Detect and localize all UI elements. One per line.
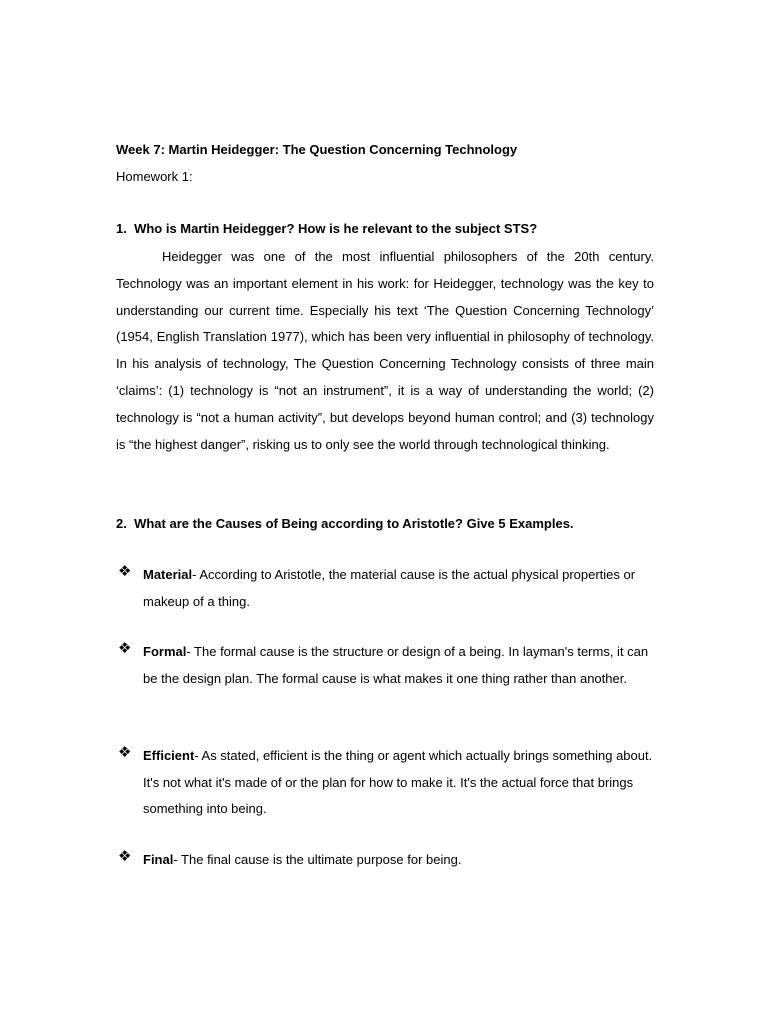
cause-description: - As stated, efficient is the thing or agent which actually brings something about. It's not what it's made of or the plan for how to make it. It's the actual force that brings something into being.	[143, 748, 653, 817]
homework-label: Homework 1:	[116, 169, 193, 184]
cause-term: Formal	[143, 644, 187, 659]
question-2-number: 2.	[116, 516, 127, 531]
diamond-bullet-icon: ❖	[118, 743, 132, 761]
cause-text	[143, 562, 658, 615]
question-1-answer	[116, 244, 654, 458]
question-1-heading	[116, 221, 537, 237]
question-1-text: Who is Martin Heidegger? How is he relevant to the subject STS?	[134, 221, 538, 236]
cause-description: - The formal cause is the structure or design of a being. In layman's terms, it can be the design plan. The formal cause is what makes it one thing rather than another.	[143, 644, 649, 686]
cause-text	[143, 847, 658, 874]
cause-term: Final	[143, 852, 174, 867]
cause-text	[143, 639, 658, 692]
diamond-bullet-icon: ❖	[118, 847, 132, 865]
question-2-heading	[116, 516, 574, 532]
cause-description: - According to Aristotle, the material cause is the actual physical properties or makeup of a thing.	[143, 567, 636, 609]
diamond-bullet-icon: ❖	[118, 639, 132, 657]
diamond-bullet-icon: ❖	[118, 562, 132, 580]
question-1-answer-text: Heidegger was one of the most influential philosophers of the 20th century. Technology was an important element in his work: for Heidegger, technology was the key to understanding our current time. Especially his text ‘The Question Concerning Technology’ (1954, English Translation 1977), which has been very influential in philosophy of technology. In his analysis of technology, The Question Concerning Technology consists of three main ‘claims’: (1) technology is “not an instrument”, it is a way of understanding the world; (2) technology is “not a human activity”, but develops beyond human control; and (3) technology is “the highest danger”, risking us to only see the world through technological thinking.	[116, 249, 654, 452]
cause-text	[143, 743, 658, 823]
question-2-text: What are the Causes of Being according to Aristotle? Give 5 Examples.	[134, 516, 574, 531]
cause-description: - The final cause is the ultimate purpose for being.	[173, 852, 462, 867]
question-1-number: 1.	[116, 221, 127, 236]
document-title: Week 7: Martin Heidegger: The Question Concerning Technology	[116, 142, 518, 157]
cause-term: Material	[143, 567, 193, 582]
cause-term: Efficient	[143, 748, 195, 763]
